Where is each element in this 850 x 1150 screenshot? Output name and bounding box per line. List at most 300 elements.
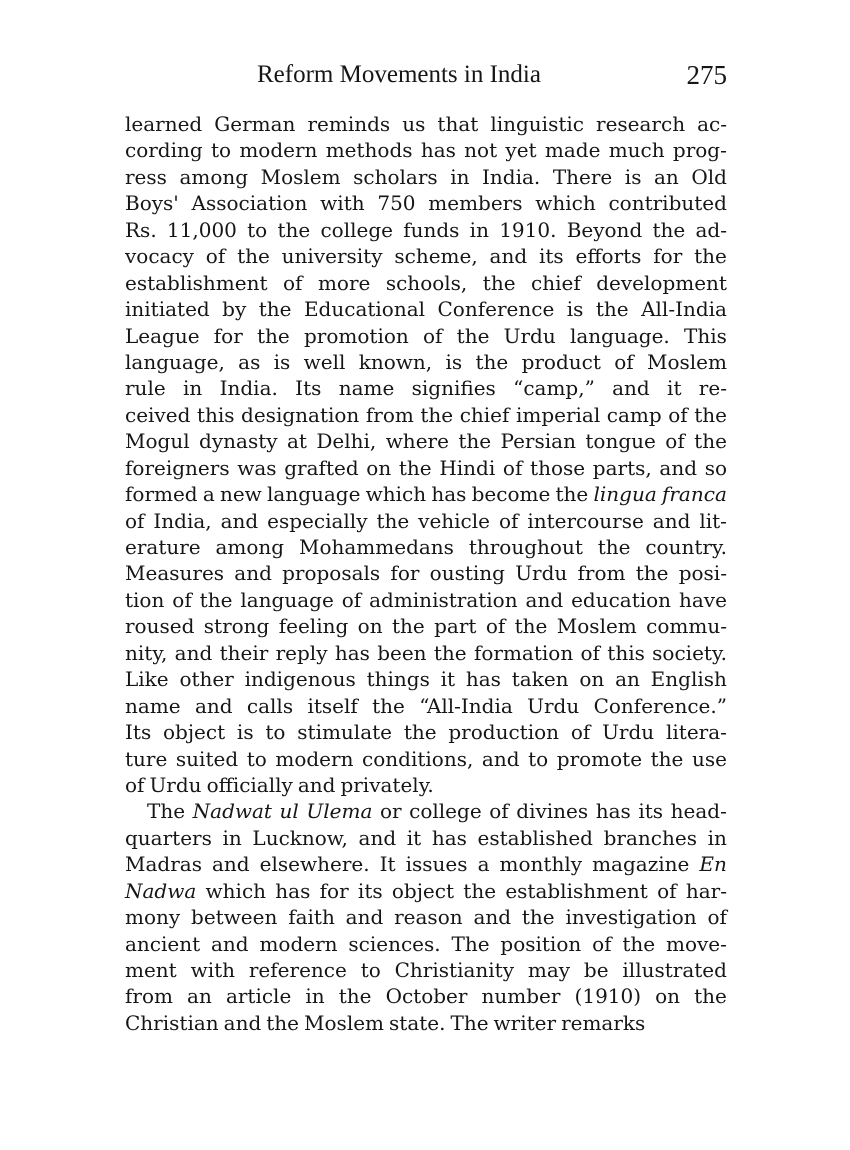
word: in [222, 825, 242, 850]
word: establishment [505, 878, 648, 903]
word: ancient [125, 931, 201, 956]
word: learned [125, 112, 203, 136]
word: may [527, 958, 571, 982]
word: the [266, 1010, 300, 1035]
word: has [595, 799, 631, 824]
word: and [297, 772, 336, 797]
text-line [125, 481, 727, 507]
word: ress [125, 164, 167, 189]
word: the [635, 561, 669, 586]
word: college [320, 217, 393, 242]
word: vocacy [125, 244, 194, 269]
text-line [125, 349, 727, 375]
word: for [653, 244, 683, 269]
word: those [530, 455, 586, 480]
word: 750 [377, 191, 416, 216]
word: establishment [125, 270, 268, 295]
word: calls [246, 693, 294, 718]
word: of [502, 455, 523, 480]
word: other [179, 667, 234, 692]
word: and [234, 561, 272, 586]
word: mony [125, 905, 181, 930]
word: made [544, 138, 601, 163]
text-line [125, 111, 727, 137]
word: posi- [678, 561, 727, 586]
word: English [650, 667, 727, 692]
word: the [398, 455, 432, 480]
word: the [420, 402, 454, 427]
word: college [409, 799, 482, 824]
word: education [571, 587, 672, 612]
word: issues [405, 852, 468, 877]
word: formation [473, 640, 574, 665]
text-line [125, 693, 727, 719]
word: the [257, 323, 290, 348]
text-line [125, 137, 727, 163]
word: more [317, 270, 371, 295]
word: the [694, 984, 727, 1009]
word: Conference.” [593, 693, 727, 718]
word: the [650, 746, 684, 771]
word: especially [267, 508, 368, 533]
text-line [125, 323, 727, 349]
word: the [694, 244, 727, 269]
word: the [597, 535, 631, 559]
word: of [125, 772, 145, 797]
word: been [377, 640, 427, 665]
word: vehicle [418, 508, 490, 533]
word: and [212, 852, 250, 877]
word: established [477, 825, 593, 850]
word: India. [482, 164, 541, 189]
word: dynasty [199, 429, 278, 454]
word: League [125, 323, 200, 348]
word: for [319, 878, 349, 903]
text-line [125, 296, 727, 322]
text-line [125, 851, 727, 877]
word: to [247, 217, 268, 242]
text-line [125, 243, 727, 269]
word: of [283, 270, 303, 295]
word: “All-India [419, 693, 513, 718]
word: grafted [284, 455, 359, 480]
word: become [471, 482, 551, 507]
text-line [125, 455, 727, 481]
word: between [191, 905, 278, 930]
word: There [552, 164, 613, 189]
word: ture [125, 746, 168, 771]
word: The [450, 1010, 489, 1035]
word: India. [219, 376, 278, 401]
word: known, [358, 349, 433, 374]
word: of [205, 244, 226, 269]
word: the [475, 349, 509, 374]
word: things [366, 667, 430, 692]
word: signifies [411, 376, 496, 401]
text-line [125, 270, 727, 296]
word: En [699, 852, 727, 877]
word: imperial [515, 402, 601, 427]
word: taken [511, 667, 569, 692]
word: the [403, 720, 437, 745]
word: not [464, 138, 498, 163]
word: camp [606, 402, 662, 427]
word: branches [603, 825, 697, 850]
word: Beyond [566, 217, 643, 242]
word: name [125, 693, 181, 718]
word: suited [175, 746, 239, 771]
word: ac- [697, 112, 727, 136]
word: initiated [125, 297, 210, 322]
word: of [570, 720, 591, 745]
word: has [334, 640, 370, 665]
word: of [489, 799, 509, 824]
word: its [538, 244, 564, 269]
text-line [125, 164, 727, 190]
word: language [267, 482, 361, 507]
word: and [345, 905, 384, 930]
running-head [125, 58, 727, 98]
word: the [652, 217, 686, 242]
text-line [125, 772, 727, 798]
word: the [458, 429, 492, 454]
word: with [320, 191, 365, 216]
word: and [612, 376, 650, 401]
word: language. [569, 323, 670, 348]
word: and [659, 455, 698, 480]
word: of [422, 323, 443, 348]
word: The [451, 931, 490, 956]
word: has [420, 138, 456, 163]
word: Lucknow, [252, 825, 348, 850]
text-line [125, 217, 727, 243]
word: This [684, 323, 727, 348]
word: quarters [125, 825, 212, 850]
word: for [213, 323, 243, 348]
word: itself [307, 693, 358, 718]
word: ad- [695, 217, 727, 242]
word: and [211, 931, 249, 956]
word: which [205, 878, 267, 903]
word: Mohammedans [298, 535, 454, 559]
word: part [434, 614, 477, 639]
text-line [125, 904, 727, 930]
word: language, [125, 349, 225, 374]
word: and [525, 587, 564, 612]
word: reference [248, 958, 347, 982]
word: the [595, 297, 629, 322]
word: and [473, 905, 512, 930]
word: of [707, 905, 727, 930]
word: lit- [699, 508, 727, 533]
word: franca [661, 482, 727, 507]
text-line [125, 375, 727, 401]
text-line [125, 587, 727, 613]
word: The [147, 799, 186, 824]
word: efforts [575, 244, 642, 269]
word: Urdu [149, 772, 202, 797]
word: state. [389, 1010, 446, 1035]
word: of [580, 640, 600, 665]
word: of [614, 349, 634, 374]
word: has [431, 825, 467, 850]
word: the [456, 323, 490, 348]
word: Nadwa [125, 878, 197, 903]
word: and [174, 640, 213, 665]
word: in [183, 376, 203, 401]
word: of [485, 614, 506, 639]
word: Urdu [515, 561, 568, 586]
word: on [579, 667, 605, 692]
word: 11,000 [166, 217, 237, 242]
word: the [199, 587, 233, 612]
word: Measures [125, 561, 225, 586]
word: the [376, 508, 410, 533]
word: throughout [468, 535, 583, 559]
word: have [678, 587, 727, 612]
word: Rs. [125, 217, 157, 242]
word: tion [125, 587, 165, 612]
word: their [219, 640, 269, 665]
word: commu- [646, 614, 727, 639]
word: product [521, 349, 601, 374]
word: Moslem [260, 164, 341, 189]
word: sciences. [348, 931, 441, 956]
word: Christian [125, 1010, 219, 1035]
word: ousting [429, 561, 505, 586]
word: is [624, 164, 642, 189]
word: country. [645, 535, 727, 559]
word: members [428, 191, 523, 216]
word: or [379, 799, 402, 824]
word: privately. [340, 772, 434, 797]
word: Nadwat [192, 799, 272, 824]
word: number [481, 984, 561, 1009]
word: it [406, 825, 422, 850]
word: chief [531, 270, 581, 295]
page-number: 275 [686, 60, 727, 90]
word: Moslem [556, 614, 637, 639]
word: modern [275, 746, 354, 771]
word: us [402, 112, 426, 136]
word: promotion [304, 323, 409, 348]
word: the [277, 217, 311, 242]
word: object [163, 720, 226, 745]
word: Delhi, [316, 429, 377, 454]
text-line [125, 798, 727, 824]
word: position [500, 931, 582, 956]
word: where [385, 429, 449, 454]
word: new [219, 482, 262, 507]
word: to [360, 958, 381, 982]
word: has [275, 878, 311, 903]
text-line [125, 666, 727, 692]
word: investigation [565, 905, 697, 930]
word: a [477, 852, 490, 877]
word: modern [259, 931, 338, 956]
word: the [521, 905, 555, 930]
word: rule [125, 376, 166, 401]
word: formed [125, 482, 198, 507]
running-title: Reform Movements in India [257, 61, 541, 88]
word: the [622, 931, 656, 956]
word: the [391, 614, 425, 639]
word: the [372, 693, 405, 718]
word: illustrated [622, 958, 727, 982]
word: to [210, 138, 232, 163]
word: and [489, 244, 528, 269]
word: re- [698, 376, 727, 401]
word: of [172, 587, 192, 612]
word: head- [670, 799, 727, 824]
word: among [179, 164, 249, 189]
text-line [125, 508, 727, 534]
word: by [222, 297, 247, 322]
text-line [125, 825, 727, 851]
word: faith [288, 905, 335, 930]
word: name [338, 376, 395, 401]
word: to [265, 720, 286, 745]
word: conditions, [362, 746, 474, 771]
text-line [125, 534, 727, 560]
word: All-India [641, 297, 727, 322]
word: on [655, 984, 681, 1009]
word: monthly [499, 852, 583, 877]
word: in [305, 984, 325, 1009]
word: Old [691, 164, 727, 189]
word: from [577, 561, 626, 586]
word: society. [652, 640, 727, 665]
word: well [303, 349, 346, 374]
word: Christianity [394, 958, 514, 982]
word: erature [125, 535, 201, 559]
word: contributed [608, 191, 727, 216]
word: is [236, 720, 254, 745]
word: its [357, 878, 383, 903]
word: proposals [282, 561, 381, 586]
word: and [652, 508, 691, 533]
word: an [615, 667, 640, 692]
text-line [125, 613, 727, 639]
word: designation [241, 402, 360, 427]
word: university [281, 244, 383, 269]
word: in [707, 825, 727, 850]
word: schools, [385, 270, 468, 295]
word: is [445, 349, 463, 374]
word: of [341, 587, 362, 612]
word: Urdu [527, 693, 580, 718]
word: administration [369, 587, 518, 612]
word: Association [191, 191, 308, 216]
word: of [668, 402, 688, 427]
word: to [246, 746, 267, 771]
word: Hindi [439, 455, 496, 480]
text-line [125, 746, 727, 772]
word: modern [239, 138, 318, 163]
text-line [125, 402, 727, 428]
word: among [215, 535, 285, 559]
text-line [125, 878, 727, 904]
word: language [240, 587, 334, 612]
word: funds [403, 217, 460, 242]
word: of [657, 878, 677, 903]
word: development [596, 270, 727, 295]
word: the [694, 402, 727, 427]
word: lingua [593, 482, 657, 507]
word: the [258, 297, 292, 322]
word: German [214, 112, 296, 136]
word: Conference [437, 297, 555, 322]
word: in [469, 217, 489, 242]
word: from [365, 402, 414, 427]
body-text [125, 111, 727, 1036]
word: Ulema [306, 799, 373, 824]
word: research [596, 112, 686, 136]
word: in [450, 164, 470, 189]
word: so [704, 455, 727, 480]
word: ul [279, 799, 299, 824]
word: at [286, 429, 307, 454]
word: foreigners [125, 455, 230, 480]
word: Boys' [125, 191, 179, 216]
word: cording [125, 138, 203, 163]
word: India, [153, 508, 212, 533]
word: indigenous [244, 667, 356, 692]
word: tongue [585, 429, 656, 454]
word: be [583, 958, 609, 982]
word: reply [275, 640, 328, 665]
word: Moslem [304, 1010, 385, 1035]
word: elsewhere. [259, 852, 370, 877]
text-line [125, 983, 727, 1009]
word: Its [125, 720, 152, 745]
word: It [379, 852, 396, 877]
word: the [694, 429, 727, 454]
word: Madras [125, 852, 202, 877]
word: (1910) [574, 984, 642, 1009]
text-line [125, 640, 727, 666]
word: the [433, 640, 467, 665]
word: strong [203, 614, 270, 639]
word: stimulate [297, 720, 393, 745]
word: prog- [672, 138, 727, 163]
word: and [194, 693, 233, 718]
text-line [125, 719, 727, 745]
word: of [125, 508, 145, 533]
word: of [665, 429, 685, 454]
word: which [365, 482, 427, 507]
word: promote [556, 746, 643, 771]
word: and [358, 825, 397, 850]
word: is [566, 297, 584, 322]
word: the [514, 614, 548, 639]
word: roused [125, 614, 195, 639]
word: the [237, 244, 270, 269]
text-line [125, 190, 727, 216]
word: methods [325, 138, 413, 163]
text-line [125, 931, 727, 957]
word: ceived [125, 402, 191, 427]
word: an [187, 984, 212, 1009]
word: linguistic [490, 112, 584, 136]
word: yet [505, 138, 537, 163]
word: Like [125, 667, 169, 692]
word: was [237, 455, 277, 480]
word: to [528, 746, 549, 771]
word: object [391, 878, 455, 903]
word: use [691, 746, 727, 771]
word: this [196, 402, 235, 427]
